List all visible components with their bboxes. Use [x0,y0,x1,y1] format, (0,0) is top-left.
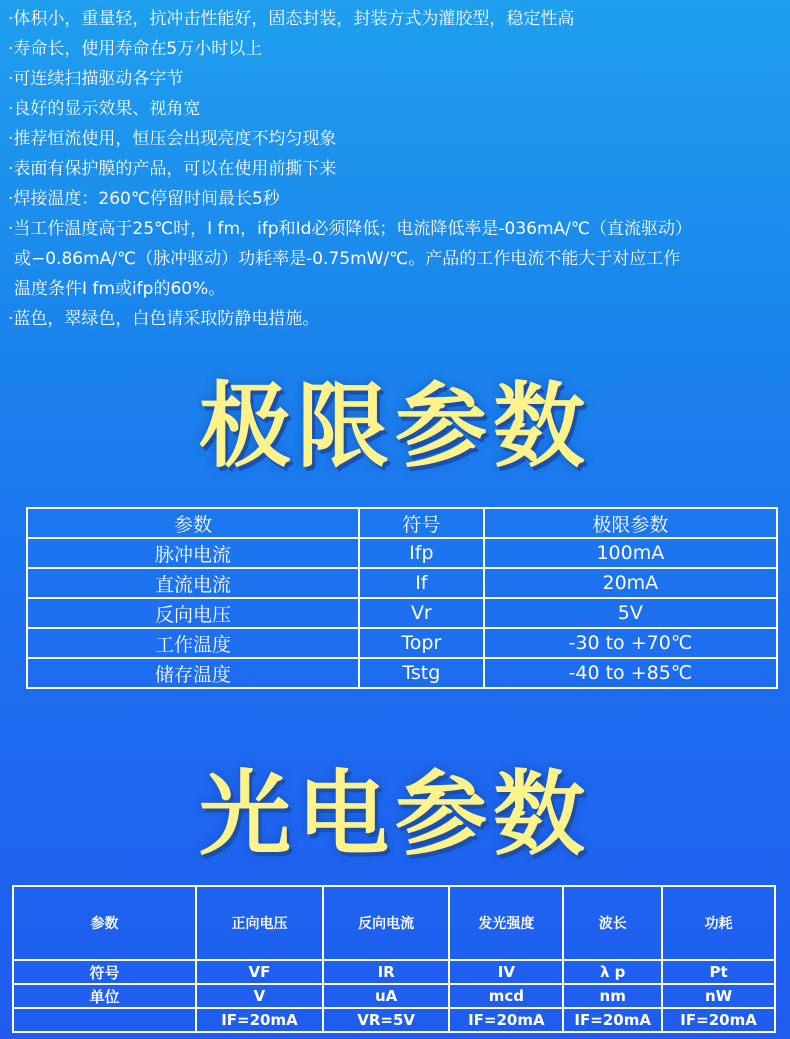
table-cell: -40 to +85℃ [484,658,777,688]
feature-item: ·良好的显示效果、视角宽 [8,99,201,119]
table-cell: λ p [563,960,662,984]
header-cell: 功耗 [662,886,775,960]
table-cell: IR [323,960,450,984]
header-cell: 正向电压 [196,886,323,960]
header-cell: 参数 [27,508,359,538]
limits-section-title: 极限参数 [198,373,591,480]
table-cell: mcd [449,984,563,1008]
feature-item: ·表面有保护膜的产品，可以在使用前撕下来 [8,159,337,179]
table-cell: Tstg [359,658,484,688]
header-cell: 反向电流 [323,886,450,960]
table-cell [13,1008,196,1032]
table-cell: VR=5V [323,1008,450,1032]
feature-item: ·当工作温度高于25℃时，I fm，ifp和Id必须降低；电流降低率是-036mA/℃（直流驱动） [8,219,692,239]
limits-table [26,507,778,689]
table-cell: Pt [662,960,775,984]
feature-list [8,4,788,334]
table-cell: 储存温度 [27,658,359,688]
table-row [27,568,777,598]
table-row [27,598,777,628]
table-row [27,658,777,688]
table-cell: uA [323,984,450,1008]
feature-item: ·体积小，重量轻，抗冲击性能好，固态封装，封装方式为灌胶型，稳定性高 [8,9,575,29]
photo-section-title: 光电参数 [198,761,591,868]
header-cell: 发光强度 [449,886,563,960]
table-cell: IV [449,960,563,984]
table-cell: Ifp [359,538,484,568]
unit-row [13,984,775,1008]
table-cell: nm [563,984,662,1008]
table-cell: V [196,984,323,1008]
table-cell: If [359,568,484,598]
table-cell: nW [662,984,775,1008]
feature-item: ·可连续扫描驱动各字节 [8,69,184,89]
table-cell: 100mA [484,538,777,568]
header-cell: 极限参数 [484,508,777,538]
table-cell: 工作温度 [27,628,359,658]
feature-item-continued: 温度条件I fm或ifp的60%。 [14,279,226,299]
table-cell: 符号 [13,960,196,984]
table-cell: -30 to +70℃ [484,628,777,658]
header-cell: 符号 [359,508,484,538]
feature-item: ·寿命长，使用寿命在5万小时以上 [8,39,263,59]
table-header-row [27,508,777,538]
table-cell: 单位 [13,984,196,1008]
table-cell: IF=20mA [563,1008,662,1032]
photoelectric-table [12,885,776,1033]
table-cell: 脉冲电流 [27,538,359,568]
condition-row [13,1008,775,1032]
table-cell: VF [196,960,323,984]
table-cell: IF=20mA [662,1008,775,1032]
symbol-row [13,960,775,984]
feature-item: ·蓝色，翠绿色，白色请采取防静电措施。 [8,309,320,329]
table-row [27,628,777,658]
header-cell: 参数 [13,886,196,960]
table-cell: Vr [359,598,484,628]
table-cell: 直流电流 [27,568,359,598]
feature-item-continued: 或−0.86mA/℃（脉冲驱动）功耗率是-0.75mW/℃。产品的工作电流不能大于对应工作 [14,249,681,269]
table-cell: Topr [359,628,484,658]
table-cell: 20mA [484,568,777,598]
table-cell: 5V [484,598,777,628]
table-cell: 反向电压 [27,598,359,628]
feature-item: ·推荐恒流使用，恒压会出现亮度不均匀现象 [8,129,337,149]
table-row [27,538,777,568]
table-cell: IF=20mA [449,1008,563,1032]
table-header-row [13,886,775,960]
table-cell: IF=20mA [196,1008,323,1032]
header-cell: 波长 [563,886,662,960]
feature-item: ·焊接温度：260℃停留时间最长5秒 [8,189,280,209]
